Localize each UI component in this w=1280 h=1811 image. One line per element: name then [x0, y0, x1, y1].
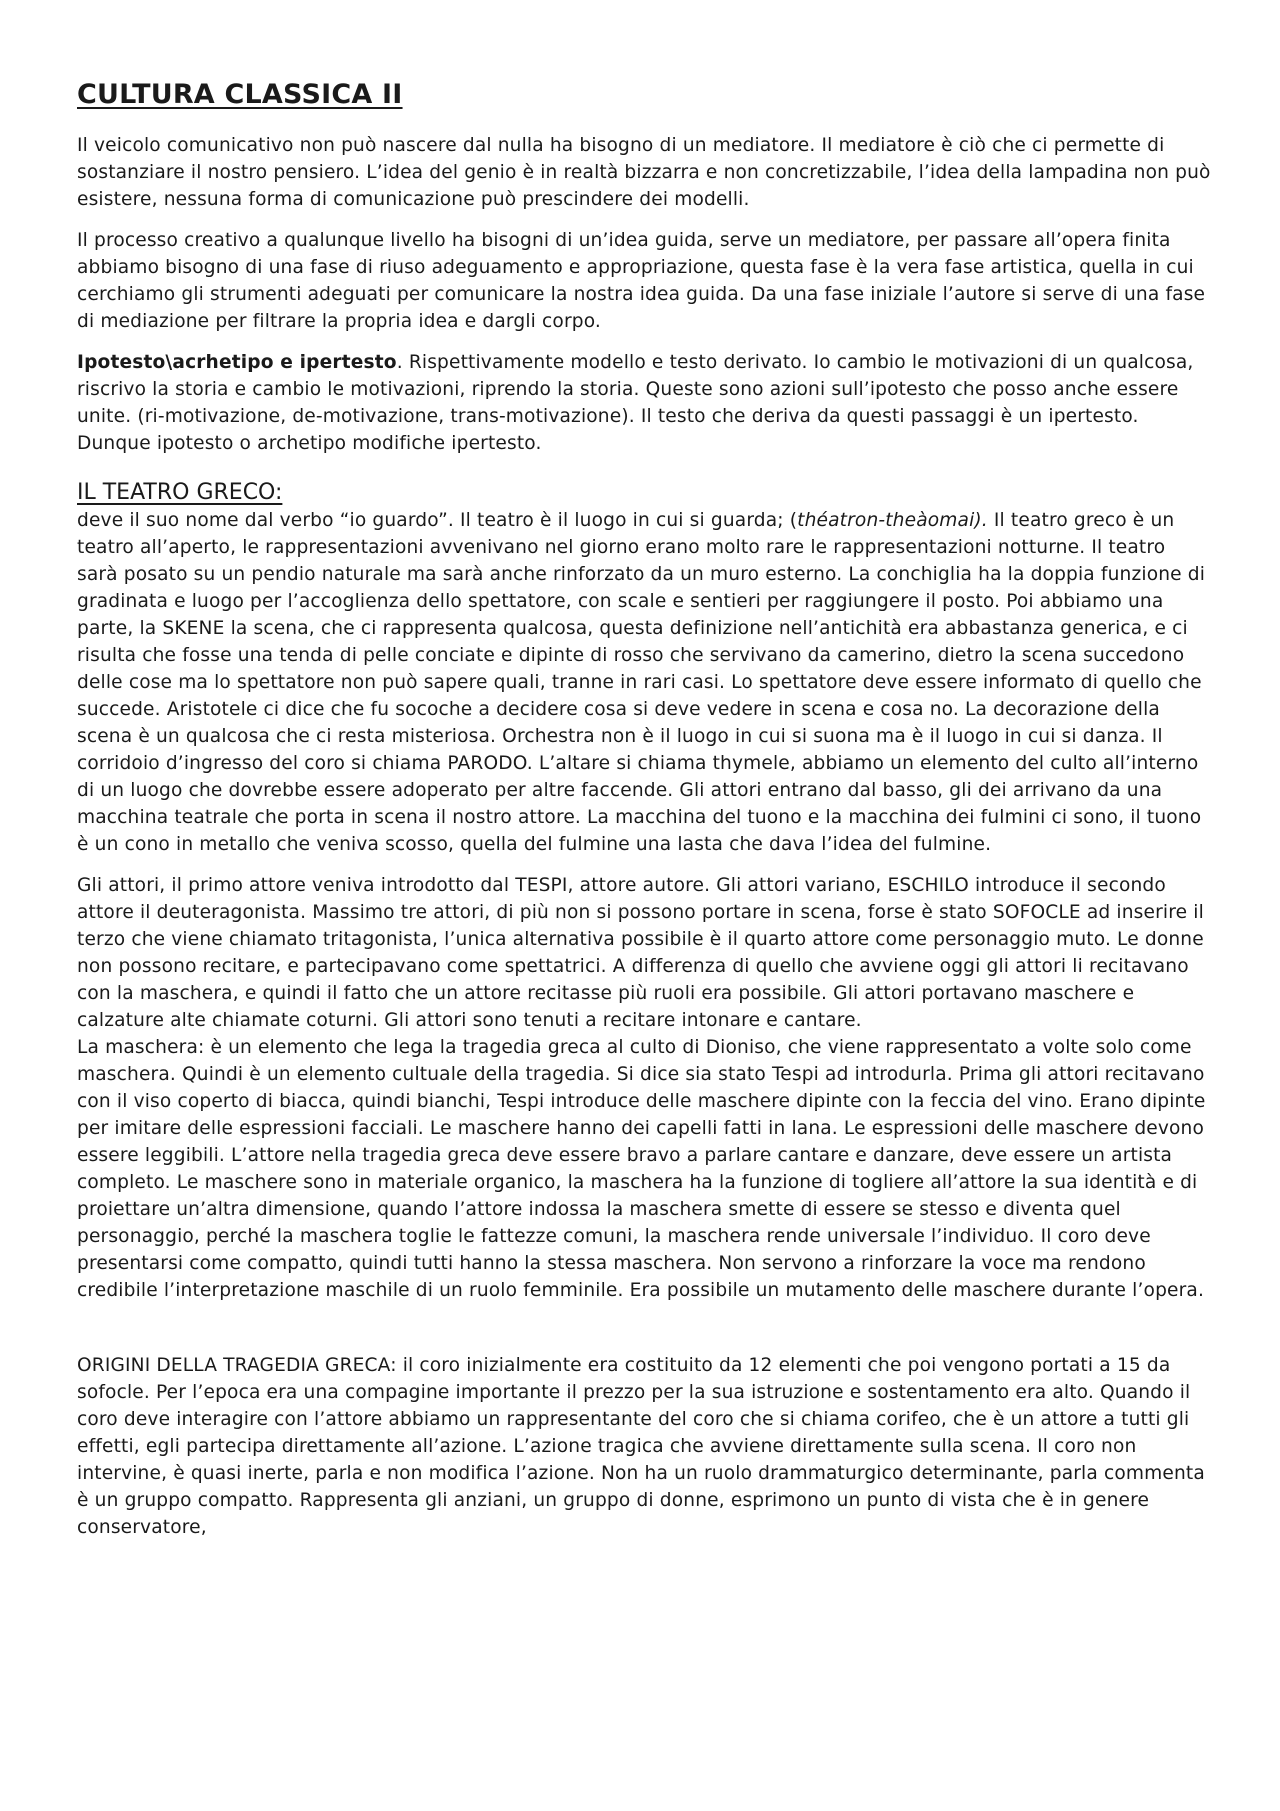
teatro-paragraph-masks: La maschera: è un elemento che lega la tragedia greca al culto di Dioniso, che viene rappresentato a volte solo come maschera. Quindi è un elemento cultuale della tragedia. Si dice sia stato Tespi ad introdurla. Prima gli attori recitavano con il viso coperto di biacca, quindi bianchi, Tespi introduce delle maschere dipinte con la feccia del vino. Erano dipinte per imitare delle espressioni facciali. Le maschere hanno dei capelli fatti in lana. Le espressioni delle maschere devono essere leggibili. L’attore nella tragedia greca deve essere bravo a parlare cantare e danzare, deve essere un artista completo. Le maschere sono in materiale organico, la maschera ha la funzione di togliere all’attore la sua identità e di proiettare un’altra dimensione, quando l’attore indossa la maschera smette di essere se stesso e diventa quel personaggio, perché la maschera toglie le fattezze comuni, la maschera rende universale l’individuo. Il coro deve presentarsi come compatto, quindi tutti hanno la stessa maschera. Non servono a rinforzare la voce ma rendono credibile l’interpretazione maschile di un ruolo femminile. Era possibile un mutamento delle maschere durante l’opera. — [77, 1037, 1206, 1301]
teatro-text-a: deve il suo nome dal verbo “io guardo”. Il teatro è il luogo in cui si guarda; ( — [77, 510, 798, 531]
intro-paragraph-ipotesto — [77, 349, 1211, 430]
origini-paragraph: ORIGINI DELLA TRAGEDIA GRECA: il coro inizialmente era costituito da 12 elementi che poi vengono portati a 15 da sofocle. Per l’epoca era una compagine importante il prezzo per la sua istruzione e sostentamento era alto. Quando il coro deve interagire con l’attore abbiamo un rappresentante del coro che si chiama corifeo, che è un attore a tutti gli effetti, egli partecipa direttamente all’azione. L’azione tragica che avviene direttamente sulla scena. Il coro non intervine, è quasi inerte, parla e non modifica l’azione. Non ha un ruolo drammaturgico determinante, parla commenta è un gruppo compatto. Rappresenta gli anziani, un gruppo di donne, esprimono un punto di vista che è in genere conservatore, — [77, 1355, 1205, 1538]
section-spacer — [77, 1318, 1211, 1352]
document-body — [77, 78, 1211, 1555]
teatro-paragraph-actors: Gli attori, il primo attore veniva introdotto dal TESPI, attore autore. Gli attori variano, ESCHILO introduce il secondo attore il deuteragonista. Massimo tre attori, di più non si possono portare in scena, forse è stato SOFOCLE ad inserire il terzo che viene chiamato tritagonista, l’unica alternativa possibile è il quarto attore come personaggio muto. Le donne non possono recitare, e partecipavano come spettatrici. A differenza di quello che avviene oggi gli attori li recitavano con la maschera, e quindi il fatto che un attore recitasse più ruoli era possibile. Gli attori portavano maschere e calzature alte chiamate coturni. Gli attori sono tenuti a recitare intonare e cantare. — [77, 875, 1204, 1031]
ipotesto-summary-line: Dunque ipotesto o archetipo modifiche ipertesto. — [77, 433, 542, 454]
ipotesto-term: Ipotesto\acrhetipo e ipertesto — [77, 352, 397, 373]
intro-paragraph-mediator: Il veicolo comunicativo non può nascere dal nulla ha bisogno di un mediatore. Il mediatore è ciò che ci permette di sostanziare il nostro pensiero. L’idea del genio è in realtà bizzarra e non concretizzabile, l’idea della lampadina non può esistere, nessuna forma di comunicazione può prescindere dei modelli. — [77, 135, 1211, 210]
teatro-paragraph-structure — [77, 507, 1211, 858]
ipotesto-text: . Rispettivamente modello e testo derivato. Io cambio le motivazioni di un qualcosa, riscrivo la storia e cambio le motivazioni, riprendo la storia. Queste sono azioni sull’ipotesto che posso anche essere unite. (ri-motivazione, de-motivazione, trans-motivazione). Il testo che deriva da questi passaggi è un ipertesto. — [77, 352, 1194, 427]
teatro-etymology: théatron-theàomai). — [797, 510, 988, 531]
teatro-text-b: Il teatro greco è un teatro all’aperto, le rappresentazioni avvenivano nel giorno erano molto rare le rappresentazioni notturne. Il teatro sarà posato su un pendio naturale ma sarà anche rinforzato da un muro esterno. La conchiglia ha la doppia funzione di gradinata e luogo per l’accoglienza dello spettatore, con scale e sentieri per raggiungere il posto. Poi abbiamo una parte, la SKENE la scena, che ci rappresenta qualcosa, questa definizione nell’antichità era abbastanza generica, e ci risulta che fosse una tenda di pelle conciate e dipinte di rosso che servivano da camerino, dietro la scena succedono delle cose ma lo spettatore non può sapere quali, tranne in rari casi. Lo spettatore deve essere informato di quello che succede. Aristotele ci dice che fu socoche a decidere cosa si deve vedere in scena e cosa no. La decorazione della scena è un qualcosa che ci resta misteriosa. Orchestra non è il luogo in cui si suona ma è il luogo in cui si danza. Il corridoio d’ingresso del coro si chiama PARODO. L’altare si chiama thymele, abbiamo un elemento del culto all’interno di un luogo che dovrebbe essere adoperato per altre faccende. Gli attori entrano dal basso, gli dei arrivano da una macchina teatrale che porta in scena il nostro attore. La macchina del tuono e la macchina dei fulmini ci sono, il tuono è un cono in metallo che veniva scosso, quella del fulmine una lasta che dava l’idea del fulmine. — [77, 510, 1206, 855]
document-title: CULTURA CLASSICA II — [77, 79, 403, 110]
teatro-heading: IL TEATRO GRECO: — [77, 480, 283, 505]
intro-paragraph-creative-process: Il processo creativo a qualunque livello ha bisogni di un’idea guida, serve un mediatore, per passare all’opera finita abbiamo bisogno di una fase di riuso adeguamento e appropriazione, questa fase è la vera fase artistica, quella in cui cerchiamo gli strumenti adeguati per comunicare la nostra idea guida. Da una fase iniziale l’autore si serve di una fase di mediazione per filtrare la propria idea e dargli corpo. — [77, 230, 1206, 332]
